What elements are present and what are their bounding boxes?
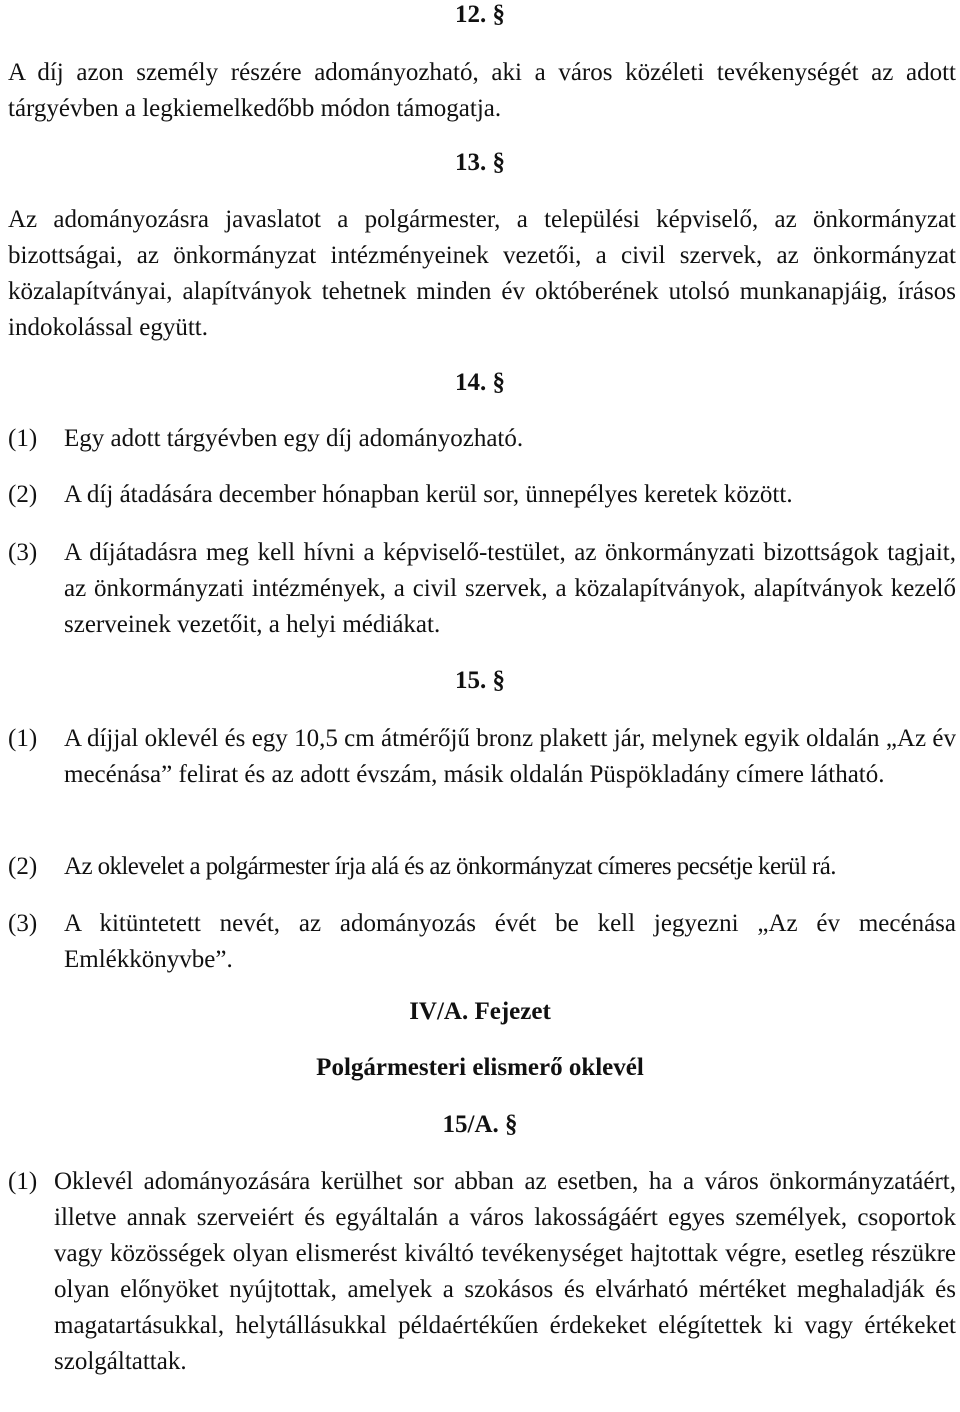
item-text: Oklevél adományozására kerülhet sor abban az esetben, ha a város önkormányzatáért, illetve annak szerveiért és egyáltalán a város lakosságáért egyes személyek, csoportok vagy közösségek olyan elismerést kiváltó tevékenységet hajtottak végre, esetleg részükre olyan előnyöket nyújtottak, amelyek a szokásos és elvárható mértéket meghaladják és magatartásukkal, helytállásukkal példaértékűen érdekeket elégítettek ki vagy értékeket szolgáltattak. (54, 1168, 956, 1375)
item-number: (3) (8, 539, 38, 566)
section-13-text: Az adományozásra javaslatot a polgármester, a települési képviselő, az önkormányzat bizottságai, az önkormányzat intézményeinek vezetői, a civil szervek, az önkormányzat közalapítványai, alapítványok tehetnek minden év októberének utolsó munkanapjáig, írásos indokolással együtt. (8, 206, 956, 341)
item-text: Az oklevelet a polgármester írja alá és az önkormányzat címeres pecsétje kerül rá. (64, 853, 836, 880)
section-15-item-2 (8, 849, 956, 885)
item-text: A díj átadására december hónapban kerül sor, ünnepélyes keretek között. (64, 481, 793, 508)
section-15-item-3 (8, 906, 956, 978)
section-15a-item-1 (8, 1164, 956, 1380)
item-text: Egy adott tárgyévben egy díj adományozható. (64, 425, 524, 452)
section-13-heading: 13. § (455, 149, 505, 176)
section-15a-heading: 15/A. § (442, 1111, 518, 1138)
section-12-text: A díj azon személy részére adományozható, aki a város közéleti tevékenységét az adott tárgyévben a legkiemelkedőbb módon támogatja. (8, 59, 956, 122)
chapter-title: IV/A. Fejezet (409, 998, 551, 1025)
section-14-item-2 (8, 477, 956, 513)
item-text: A díjátadásra meg kell hívni a képviselő-testület, az önkormányzati bizottságok tagjait, az önkormányzati intézmények, a civil szervek, a közalapítványok, alapítványok kezelő szerveinek vezetőit, a helyi médiákat. (64, 539, 956, 638)
chapter-subtitle: Polgármesteri elismerő oklevél (316, 1054, 644, 1081)
section-14-item-3 (8, 535, 956, 643)
item-number: (3) (8, 910, 38, 937)
item-text: A kitüntetett nevét, az adományozás évét be kell jegyezni „Az év mecénása Emlékkönyvbe”. (64, 910, 956, 973)
section-15-heading: 15. § (455, 667, 505, 694)
item-number: (1) (8, 725, 38, 752)
section-15-item-1 (8, 721, 956, 793)
item-number: (2) (8, 853, 38, 880)
item-number: (1) (8, 1168, 38, 1195)
section-14-heading: 14. § (455, 369, 505, 396)
section-14-item-1 (8, 421, 956, 457)
item-number: (1) (8, 425, 38, 452)
item-text: A díjjal oklevél és egy 10,5 cm átmérőjű bronz plakett jár, melynek egyik oldalán „Az év mecénása” felirat és az adott évszám, másik oldalán Püspökladány címere látható. (64, 725, 956, 788)
item-number: (2) (8, 481, 38, 508)
section-12-heading: 12. § (455, 1, 505, 28)
